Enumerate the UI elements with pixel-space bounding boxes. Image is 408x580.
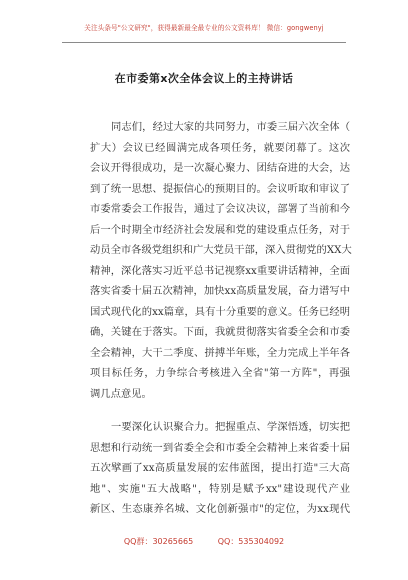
qq-number: QQ：535304092 (217, 537, 285, 546)
text-line: 五次擘画了xx高质量发展的宏伟蓝图，提出打造"三大高 (90, 462, 350, 474)
header-divider (62, 42, 346, 43)
text-line: 后一个时期全市经济社会发展和党的建设重点任务，对于 (90, 223, 350, 236)
header-promo-note: 关注头条号"公文研究"，获得最新最全最专业的公文资料库！ 微信：gongwenyj (84, 24, 324, 32)
footer-contact (0, 536, 408, 547)
text-line: 地"、实施"五大战略"，特别是赋予xx"建设现代产业 (90, 482, 350, 495)
document-title: 在市委第x次全体会议上的主持讲话 (114, 72, 294, 85)
text-line: 扩大）会议已经圆满完成各项任务，就要闭幕了。这次 (90, 141, 350, 154)
text-line: 落实省委十届五次精神，加快xx高质量发展，奋力谱写中 (90, 285, 350, 297)
text-line: 国式现代化的xx篇章，具有十分重要的意义。任务已经明 (90, 305, 350, 318)
paragraph-1 (90, 117, 350, 404)
text-line: 新区、生态康养名城、文化创新强市"的定位，为xx现代 (90, 503, 350, 515)
text-line: 到了统一思想、提振信心的预期目的。会议听取和审议了 (90, 182, 350, 195)
text-line: 同志们，经过大家的共同努力，市委三届六次全体（ (111, 121, 350, 133)
text-line: 项目标任务，力争综合考核进入全省"第一方阵"，再强 (90, 367, 350, 379)
qq-group-number: QQ群：30265665 (123, 537, 194, 546)
text-line: 全会精神，大干二季度、拼搏半年账，全力完成上半年各 (90, 346, 350, 359)
text-line: 精神，深化落实习近平总书记视察xx重要讲话精神，全面 (90, 264, 350, 277)
paragraph-2 (90, 417, 350, 520)
text-line: 思想和行动统一到省委全会和市委全会精神上来省委十届 (90, 441, 350, 454)
text-line: 动员全市各级党组织和广大党员干部，深入贯彻党的XX大 (90, 244, 352, 256)
text-line: 调几点意见。 (90, 387, 152, 400)
text-line: 会议开得很成功，是一次凝心聚力、团结奋进的大会，达 (90, 162, 350, 174)
text-line: 一要深化认识聚合力。把握重点、学深悟透，切实把 (111, 421, 350, 433)
text-line: 市委常委会工作报告，通过了会议决议，部署了当前和今 (90, 203, 350, 215)
text-line: 确，关键在于落实。下面，我就贯彻落实省委全会和市委 (90, 326, 350, 338)
document-body (90, 117, 350, 520)
